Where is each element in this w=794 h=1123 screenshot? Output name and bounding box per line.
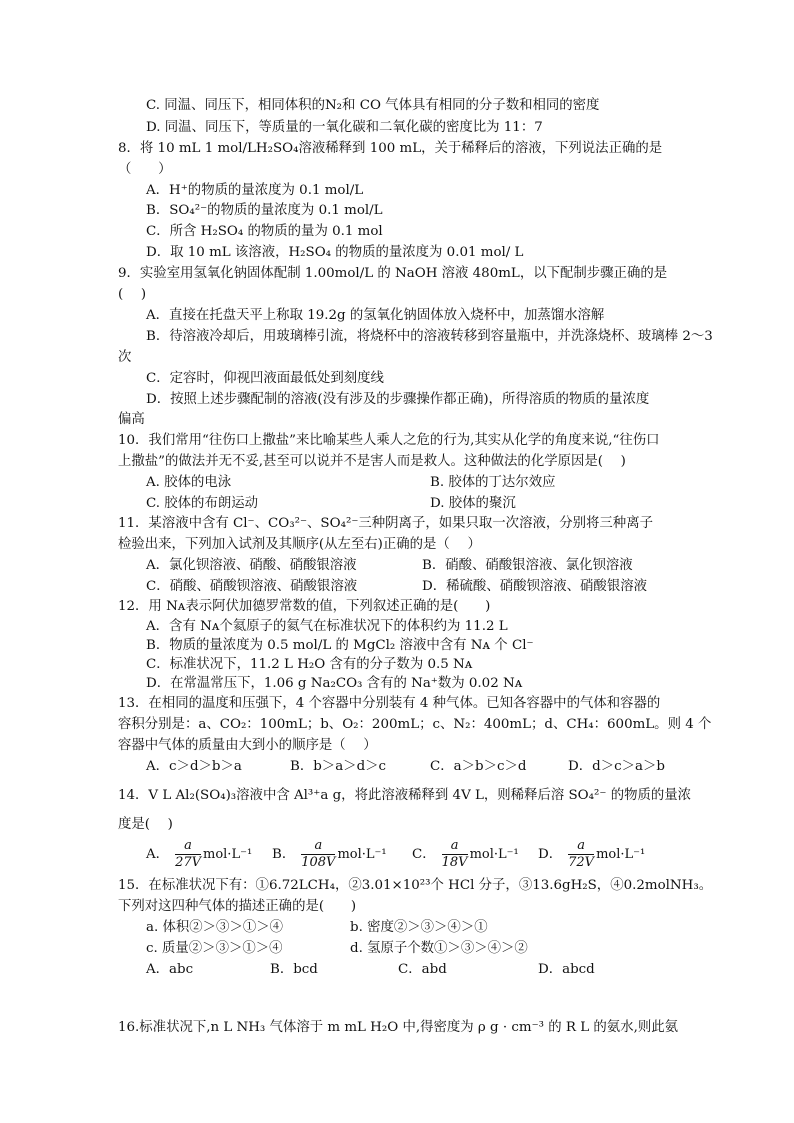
q14-option-d: D． $\frac{a}{72V}$ mol·L⁻¹ [538, 838, 646, 870]
q10-option-b: B. 胶体的丁达尔效应 [430, 475, 556, 490]
q9-option-a: A．直接在托盘天平上称取 19.2g 的氢氧化钠固体放入烧杯中，加蒸馏水溶解 [146, 308, 605, 323]
q11-stem-line2: 检验出来，下列加入试剂及其顺序(从左至右)正确的是（ ） [118, 537, 481, 552]
q13-option-b: B．b＞a＞d＞c [290, 759, 387, 774]
q14-stem-line2: 度是( ) [118, 817, 173, 832]
q14-option-a: A． $\frac{a}{27V}$ mol·L⁻¹ [146, 838, 253, 870]
q13-option-a: A．c＞d＞b＞a [146, 759, 242, 774]
q15-statement-a: a. 体积②＞③＞①＞④ [146, 920, 284, 935]
q11-option-d: D．稀硫酸、硝酸钡溶液、硝酸银溶液 [422, 579, 647, 594]
q14-option-b: B． $\frac{a}{108V}$ mol·L⁻¹ [272, 838, 387, 870]
q10-option-d: D. 胶体的聚沉 [430, 496, 516, 511]
q9-option-b-line1: B．待溶液冷却后，用玻璃棒引流，将烧杯中的溶液转移到容量瓶中，并洗涤烧杯、玻璃棒 2～3 [146, 329, 713, 344]
q11-option-a: A．氯化钡溶液、硝酸、硝酸银溶液 [146, 558, 357, 573]
q9-option-c: C．定容时，仰视凹液面最低处到刻度线 [146, 371, 384, 386]
q14-option-c-fraction: $\frac{a}{18V}$ [441, 838, 468, 870]
q9-option-d-line2: 偏高 [118, 412, 145, 427]
q11-option-c: C．硝酸、硝酸钡溶液、硝酸银溶液 [146, 579, 358, 594]
q12-option-b: B．物质的量浓度为 0.5 mol/L 的 MgCl₂ 溶液中含有 Nᴀ 个 Cl⁻ [146, 638, 534, 653]
q12-option-d: D．在常温常压下，1.06 g Na₂CO₃ 含有的 Na⁺数为 0.02 Nᴀ [146, 676, 523, 691]
q15-option-a: A．abc [146, 962, 194, 977]
q15-statement-b: b. 密度②＞③＞④＞① [350, 920, 488, 935]
q9-stem: 9．实验室用氢氧化钠固体配制 1.00mol/L 的 NaOH 溶液 480mL，以下配制步骤正确的是 [118, 266, 668, 281]
q9-answer-paren: ( ) [118, 287, 147, 302]
q8-option-a: A．H⁺的物质的量浓度为 0.1 mol/L [146, 183, 364, 198]
q10-option-a: A. 胶体的电泳 [146, 475, 232, 490]
q15-stem-line2: 下列对这四种气体的描述正确的是( ) [118, 899, 357, 914]
q15-statement-c: c. 质量②＞③＞①＞④ [146, 941, 283, 956]
q12-option-a: A．含有 Nᴀ个氦原子的氦气在标准状况下的体积约为 11.2 L [146, 619, 508, 634]
q10-option-c: C. 胶体的布朗运动 [146, 496, 259, 511]
q14-option-a-fraction: $\frac{a}{27V}$ [175, 838, 201, 870]
q7-option-d: D. 同温、同压下，等质量的一氧化碳和二氧化碳的密度比为 11：7 [146, 120, 543, 135]
q14-option-d-fraction: $\frac{a}{72V}$ [568, 838, 595, 870]
q16-stem: 16.标准状况下,n L NH₃ 气体溶于 m mL H₂O 中,得密度为 ρ g · cm⁻³ 的 R L 的氨水,则此氨 [118, 1020, 679, 1035]
q13-stem-line3: 容器中气体的质量由大到小的顺序是（ ） [118, 738, 377, 753]
q10-stem-line1: 10．我们常用“往伤口上撒盐”来比喻某些人乘人之危的行为,其实从化学的角度来说,“往伤口 [118, 433, 660, 448]
q12-stem: 12．用 Nᴀ表示阿伏加德罗常数的值，下列叙述正确的是( ) [118, 599, 491, 614]
q13-stem-line1: 13．在相同的温度和压强下，4 个容器中分别装有 4 种气体。已知各容器中的气体和容器的 [118, 696, 661, 711]
q11-option-b: B．硝酸、硝酸银溶液、氯化钡溶液 [422, 558, 633, 573]
q8-option-d: D．取 10 mL 该溶液，H₂SO₄ 的物质的量浓度为 0.01 mol/ L [146, 245, 524, 260]
q8-stem: 8．将 10 mL 1 mol/LH₂SO₄溶液稀释到 100 mL，关于稀释后的溶液，下列说法正确的是 [118, 141, 663, 156]
q14-stem-line1: 14．V L Al₂(SO₄)₃溶液中含 Al³⁺a g，将此溶液稀释到 4V L，则稀释后溶 SO₄²⁻ 的物质的量浓 [118, 788, 692, 803]
q8-answer-paren: （ ） [118, 162, 172, 177]
q15-option-b: B．bcd [270, 962, 318, 977]
q14-option-c: C． $\frac{a}{18V}$ mol·L⁻¹ [412, 838, 519, 870]
q15-stem-line1: 15．在标准状况下有：①6.72LCH₄，②3.01×10²³个 HCl 分子，③13.6gH₂S，④0.2molNH₃。 [118, 878, 713, 893]
q8-option-b: B．SO₄²⁻的物质的量浓度为 0.1 mol/L [146, 203, 383, 218]
q14-option-b-fraction: $\frac{a}{108V}$ [301, 838, 336, 870]
q15-statement-d: d. 氢原子个数①＞③＞④＞② [350, 941, 528, 956]
q13-stem-line2: 容积分别是：a、CO₂：100mL；b、O₂：200mL；c、N₂：400mL；d、CH₄：600mL。则 4 个 [118, 717, 712, 732]
q8-option-c: C．所含 H₂SO₄ 的物质的量为 0.1 mol [146, 224, 383, 239]
q9-option-d-line1: D．按照上述步骤配制的溶液(没有涉及的步骤操作都正确)，所得溶质的物质的量浓度 [146, 392, 650, 407]
q15-option-d: D．abcd [538, 962, 595, 977]
q7-option-c: C. 同温、同压下，相同体积的N₂和 CO 气体具有相同的分子数和相同的密度 [146, 98, 600, 113]
q12-option-c: C．标准状况下，11.2 L H₂O 含有的分子数为 0.5 Nᴀ [146, 657, 473, 672]
q13-option-c: C．a＞b＞c＞d [430, 759, 527, 774]
q9-option-b-line2: 次 [118, 350, 132, 365]
q10-stem-line2: 上撒盐”的做法并无不妥,甚至可以说并不是害人而是救人。这种做法的化学原因是( ) [118, 454, 626, 469]
q13-option-d: D．d＞c＞a＞b [568, 759, 665, 774]
q11-stem-line1: 11．某溶液中含有 Cl⁻、CO₃²⁻、SO₄²⁻三种阴离子，如果只取一次溶液，分别将三种离子 [118, 516, 653, 531]
q15-option-c: C．abd [398, 962, 447, 977]
